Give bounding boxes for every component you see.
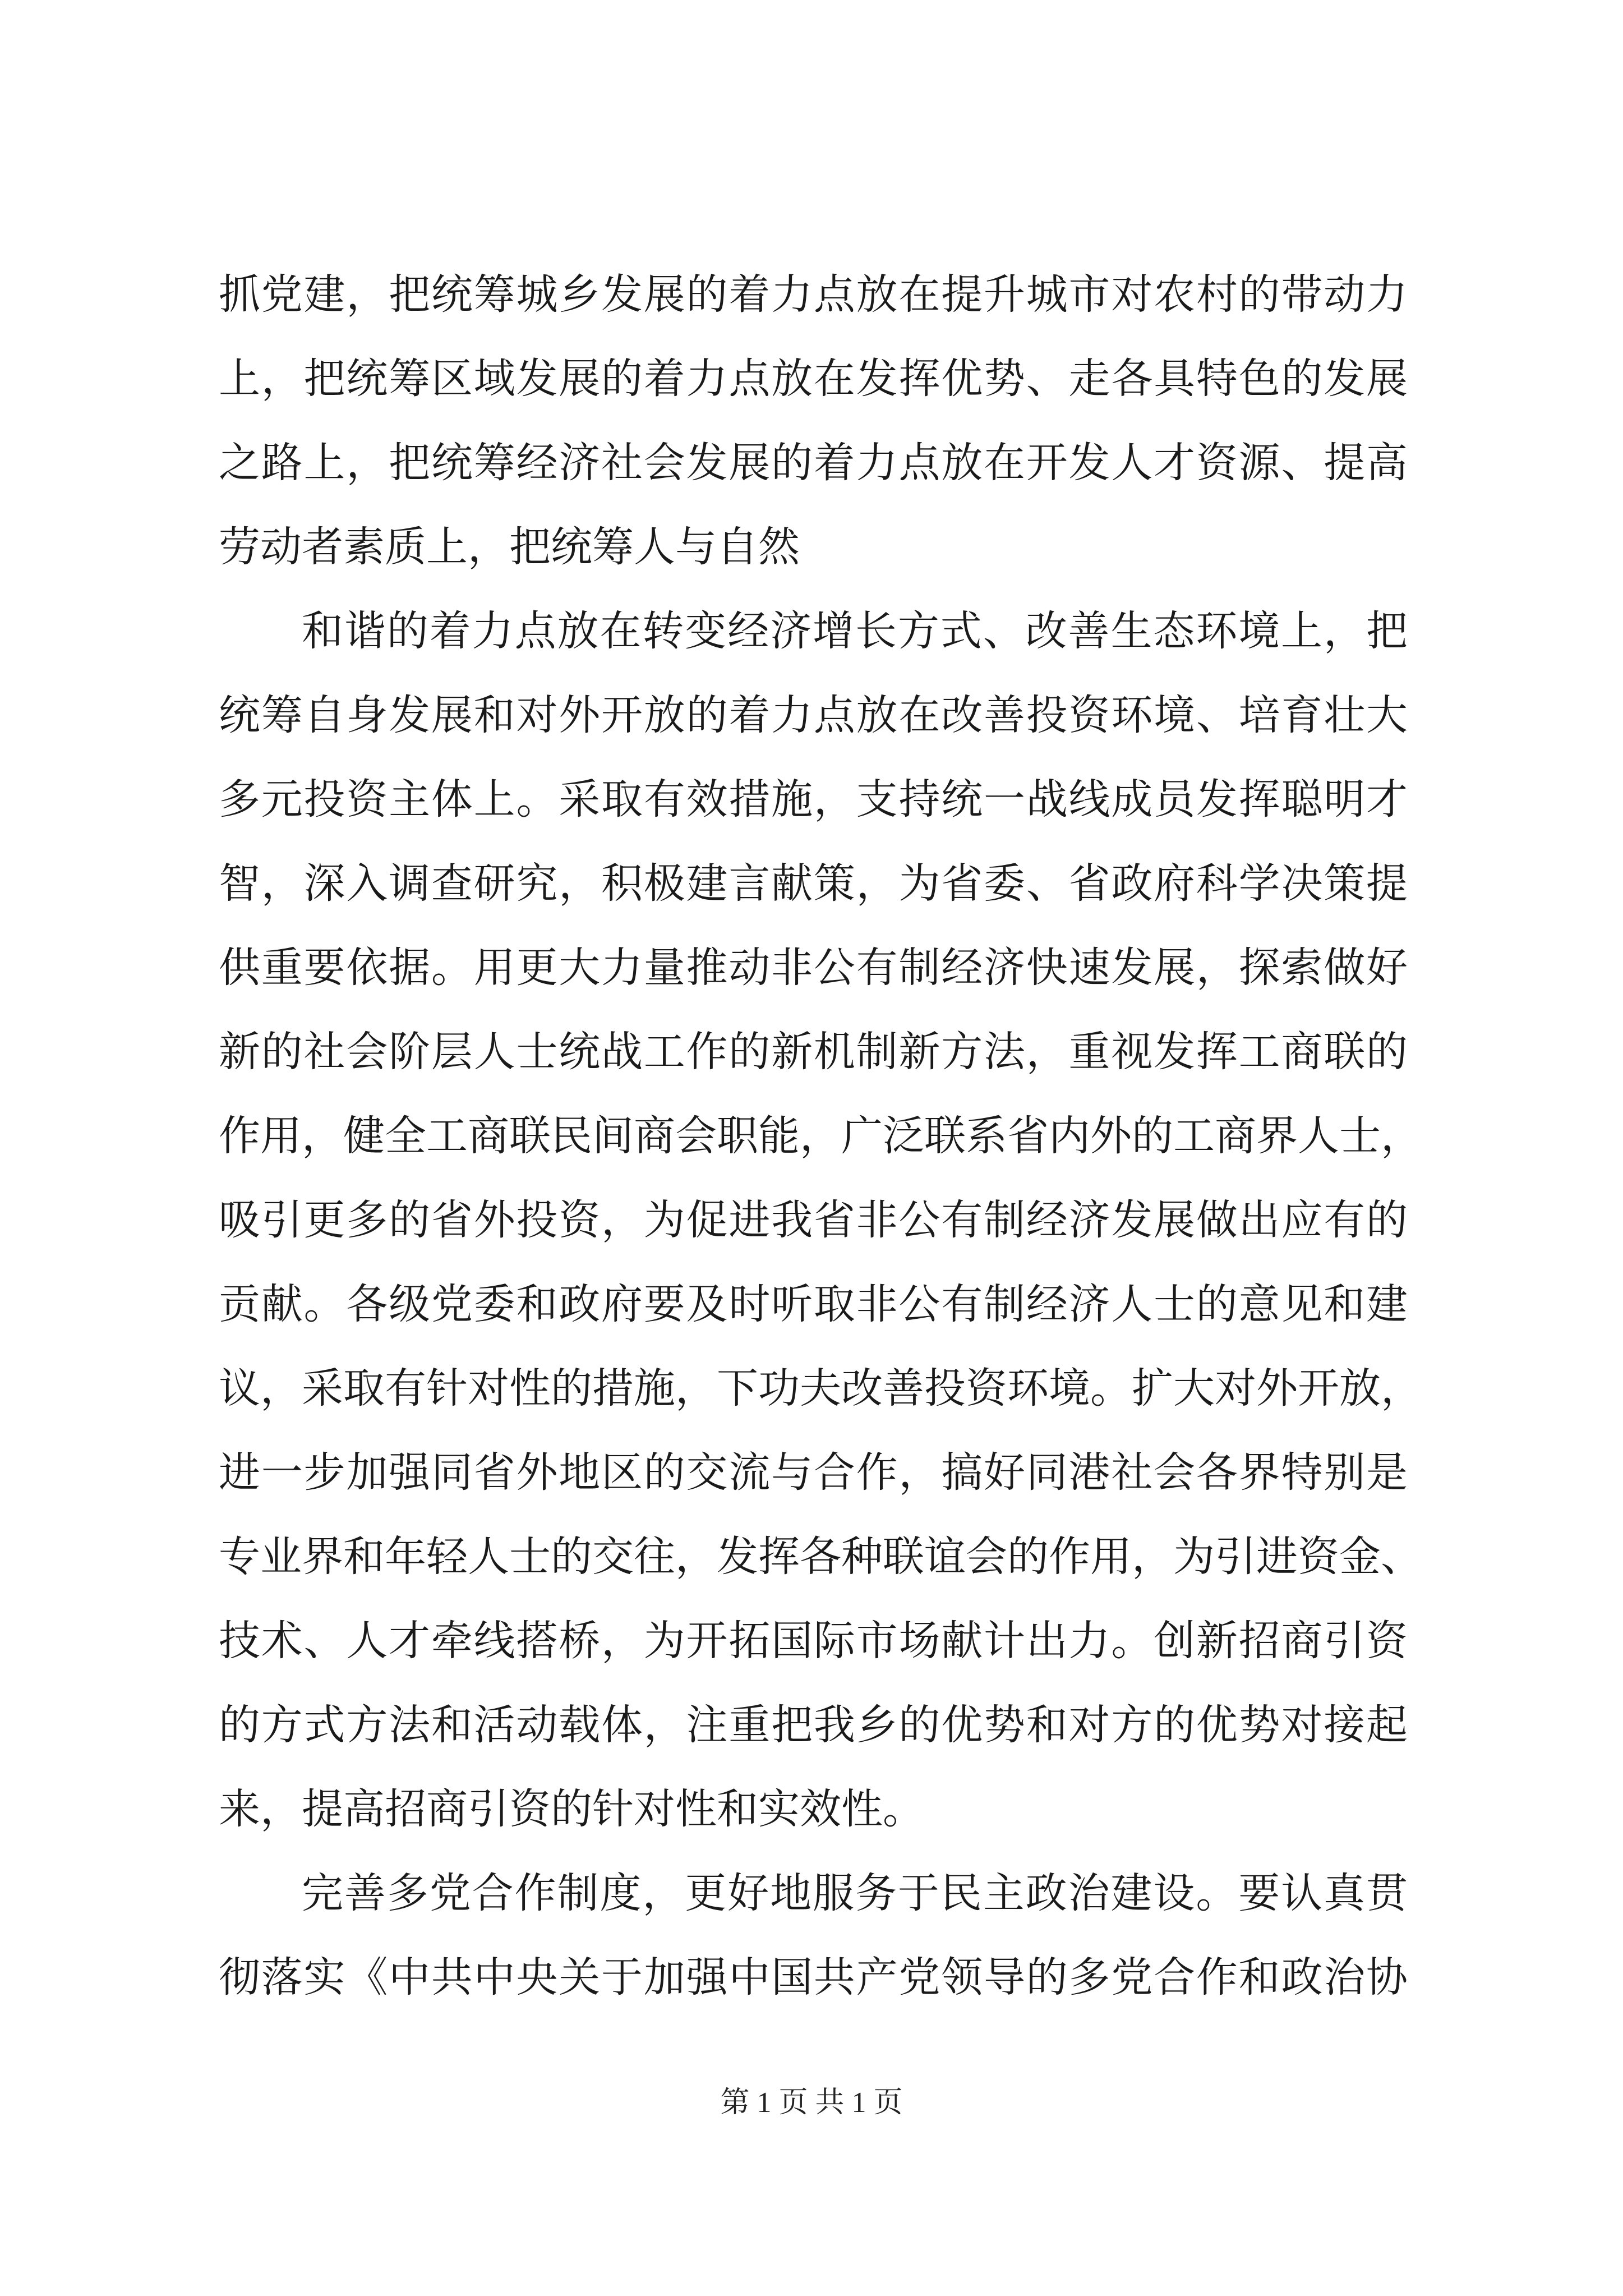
text-line: 多元投资主体上。采取有效措施，支持统一战线成员发挥聪明才 <box>219 775 1408 823</box>
text-line: 进一步加强同省外地区的交流与合作，搞好同港社会各界特别是 <box>219 1448 1408 1497</box>
text-line: 贡献。各级党委和政府要及时听取非公有制经济人士的意见和建 <box>219 1280 1408 1328</box>
text-line: 抓党建，把统筹城乡发展的着力点放在提升城市对农村的带动力 <box>219 270 1408 319</box>
text-line: 作用，健全工商联民间商会职能，广泛联系省内外的工商界人士， <box>219 1112 1422 1160</box>
text-line: 新的社会阶层人士统战工作的新机制新方法，重视发挥工商联的 <box>219 1028 1408 1076</box>
text-line: 智，深入调查研究，积极建言献策，为省委、省政府科学决策提 <box>219 859 1408 908</box>
text-line: 议，采取有针对性的措施，下功夫改善投资环境。扩大对外开放， <box>219 1364 1422 1412</box>
text-line: 和谐的着力点放在转变经济增长方式、改善生态环境上，把 <box>302 607 1408 655</box>
text-line: 上，把统筹区域发展的着力点放在发挥优势、走各具特色的发展 <box>219 355 1408 403</box>
text-line: 吸引更多的省外投资，为促进我省非公有制经济发展做出应有的 <box>219 1196 1408 1244</box>
text-line: 供重要依据。用更大力量推动非公有制经济快速发展，探索做好 <box>219 944 1408 992</box>
text-line: 来，提高招商引资的针对性和实效性。 <box>219 1785 924 1833</box>
text-line: 技术、人才牵线搭桥，为开拓国际市场献计出力。创新招商引资 <box>219 1617 1408 1665</box>
page-footer: 第 1 页 共 1 页 <box>720 2087 903 2119</box>
document-body <box>219 252 1422 2019</box>
paragraph <box>219 252 1408 589</box>
text-line: 的方式方法和活动载体，注重把我乡的优势和对方的优势对接起 <box>219 1701 1408 1749</box>
text-line: 劳动者素质上，把统筹人与自然 <box>219 523 800 571</box>
text-line: 统筹自身发展和对外开放的着力点放在改善投资环境、培育壮大 <box>219 691 1408 739</box>
text-line: 完善多党合作制度，更好地服务于民主政治建设。要认真贯 <box>302 1869 1408 1917</box>
text-line: 之路上，把统筹经济社会发展的着力点放在开发人才资源、提高 <box>219 439 1408 487</box>
paragraph <box>219 589 1422 1851</box>
text-line: 专业界和年轻人士的交往，发挥各种联谊会的作用，为引进资金、 <box>219 1533 1422 1581</box>
text-line: 彻落实《中共中央关于加强中国共产党领导的多党合作和政治协 <box>219 1953 1408 2001</box>
paragraph <box>219 1851 1408 2019</box>
